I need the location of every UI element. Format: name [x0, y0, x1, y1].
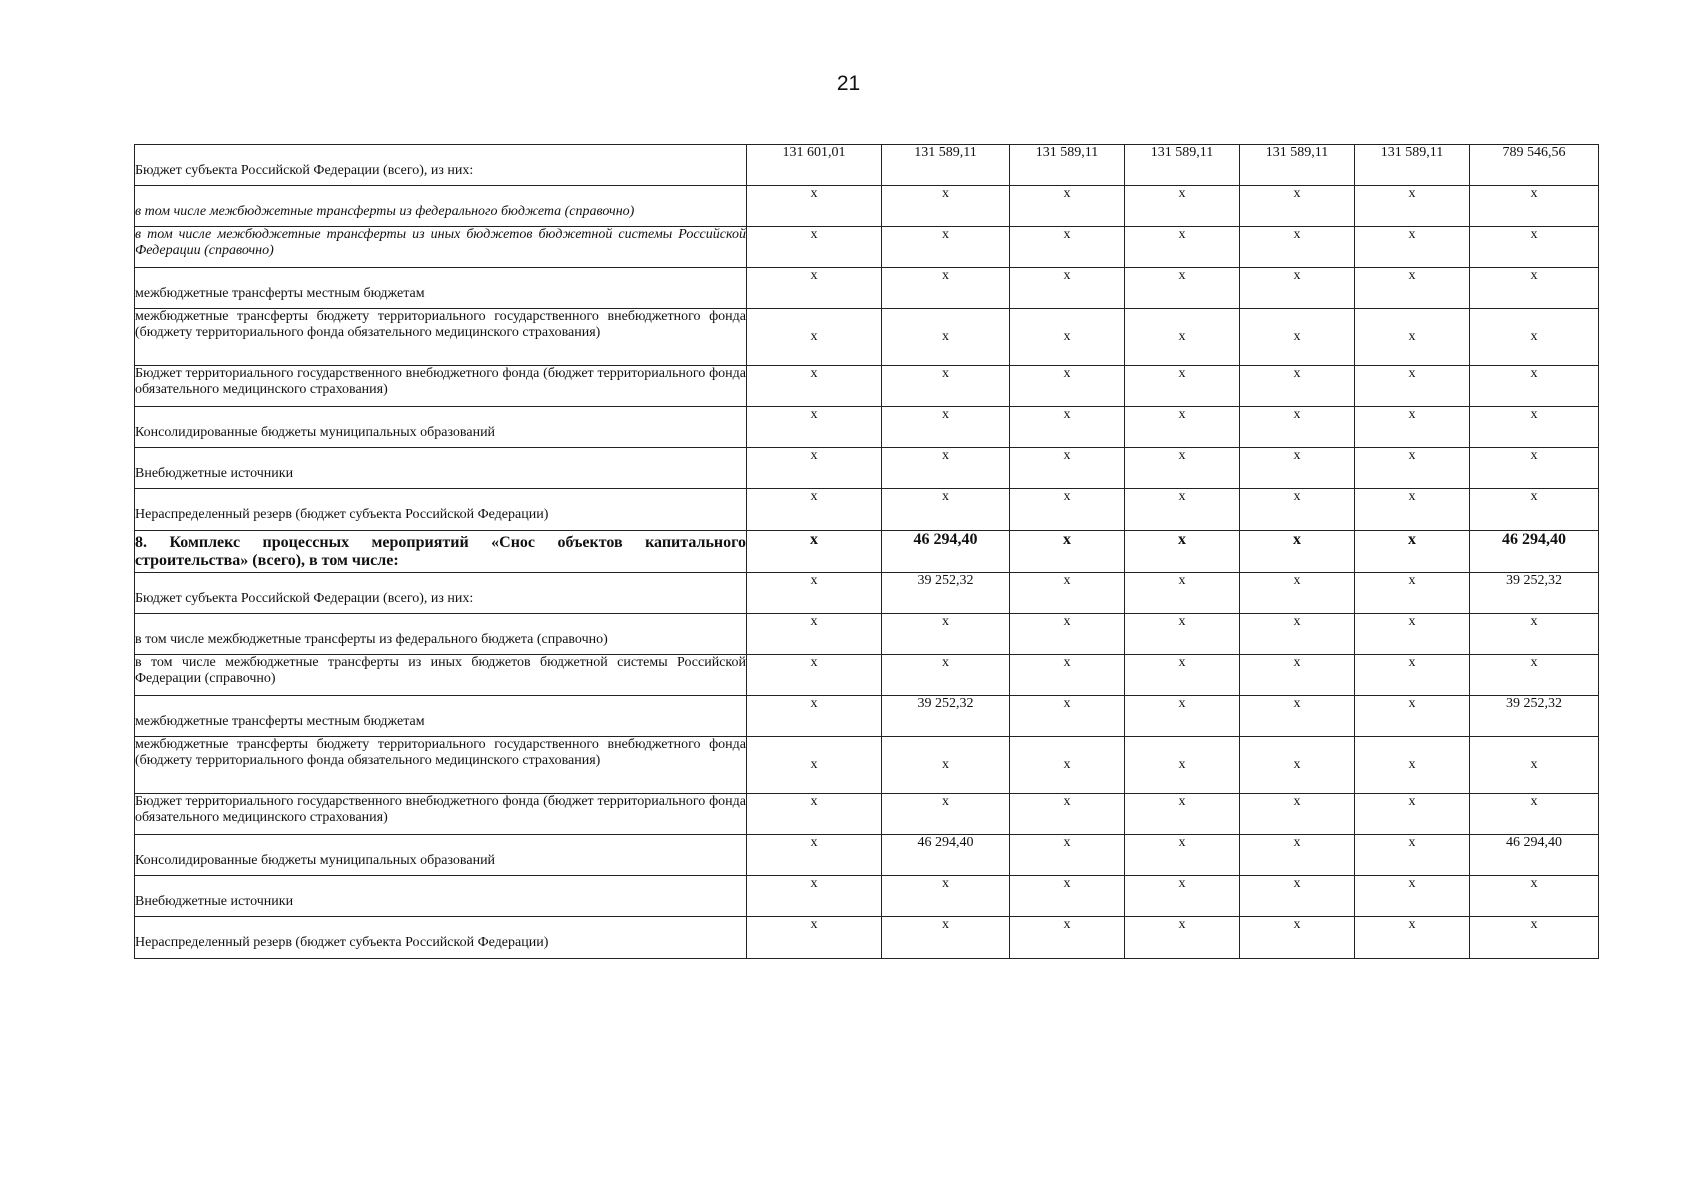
value-cell: 131 601,01	[747, 145, 882, 186]
value-cell: x	[1240, 655, 1355, 696]
row-label: межбюджетные трансферты бюджету территориального государственного внебюджетного фонда (бюджету территориального фонда обязательного медицинского страхования)	[135, 309, 747, 366]
row-label: Бюджет субъекта Российской Федерации (всего), из них:	[135, 145, 747, 186]
value-cell: x	[1240, 876, 1355, 917]
table-row	[135, 309, 1599, 366]
value-cell: x	[1125, 696, 1240, 737]
row-label: в том числе межбюджетные трансферты из федерального бюджета (справочно)	[135, 186, 747, 227]
value-cell: x	[1010, 696, 1125, 737]
value-cell: x	[1125, 835, 1240, 876]
value-cell: x	[1125, 448, 1240, 489]
value-cell: x	[1355, 407, 1470, 448]
table-row	[135, 489, 1599, 531]
value-cell: x	[1355, 268, 1470, 309]
value-cell: x	[1355, 186, 1470, 227]
value-cell: x	[1240, 917, 1355, 959]
value-cell: 131 589,11	[1240, 145, 1355, 186]
value-cell: x	[1010, 917, 1125, 959]
value-cell: x	[747, 876, 882, 917]
page-number: 21	[836, 72, 861, 95]
value-cell: x	[882, 268, 1010, 309]
section-header-row	[135, 531, 1599, 573]
value-cell: x	[747, 917, 882, 959]
value-cell: x	[1240, 794, 1355, 835]
value-cell: x	[1355, 917, 1470, 959]
value-cell: x	[1125, 794, 1240, 835]
table-row	[135, 268, 1599, 309]
value-cell: x	[1470, 227, 1599, 268]
value-cell: 46 294,40	[1470, 531, 1599, 573]
value-cell: x	[1355, 573, 1470, 614]
table-row	[135, 448, 1599, 489]
value-cell: x	[1240, 489, 1355, 531]
value-cell: x	[1125, 227, 1240, 268]
value-cell: 131 589,11	[1010, 145, 1125, 186]
value-cell: x	[747, 614, 882, 655]
value-cell: 39 252,32	[882, 696, 1010, 737]
value-cell: x	[882, 186, 1010, 227]
value-cell: x	[1355, 794, 1470, 835]
value-cell: x	[747, 268, 882, 309]
value-cell: x	[1240, 186, 1355, 227]
value-cell: x	[1010, 366, 1125, 407]
row-label: 8. Комплекс процессных мероприятий «Снос объектов капитального строительства» (всего), в том числе:	[135, 531, 747, 573]
value-cell: x	[747, 737, 882, 794]
value-cell: 46 294,40	[1470, 835, 1599, 876]
value-cell: 131 589,11	[1125, 145, 1240, 186]
value-cell: x	[1355, 309, 1470, 366]
value-cell: x	[1010, 448, 1125, 489]
row-label: Внебюджетные источники	[135, 876, 747, 917]
value-cell: x	[1240, 737, 1355, 794]
value-cell: x	[882, 309, 1010, 366]
value-cell: x	[1010, 268, 1125, 309]
value-cell: x	[1470, 407, 1599, 448]
value-cell: x	[882, 876, 1010, 917]
value-cell: x	[1470, 186, 1599, 227]
value-cell: 46 294,40	[882, 835, 1010, 876]
value-cell: x	[1125, 876, 1240, 917]
value-cell: x	[882, 448, 1010, 489]
value-cell: x	[1470, 655, 1599, 696]
value-cell: x	[1240, 531, 1355, 573]
value-cell: 131 589,11	[882, 145, 1010, 186]
table-row	[135, 655, 1599, 696]
value-cell: x	[1240, 268, 1355, 309]
value-cell: x	[747, 309, 882, 366]
value-cell: x	[1470, 917, 1599, 959]
value-cell: x	[882, 917, 1010, 959]
value-cell: x	[1355, 531, 1470, 573]
value-cell: x	[1470, 737, 1599, 794]
row-label: межбюджетные трансферты местным бюджетам	[135, 268, 747, 309]
value-cell: x	[1010, 227, 1125, 268]
value-cell: 39 252,32	[882, 573, 1010, 614]
table-row	[135, 917, 1599, 959]
value-cell: x	[1355, 737, 1470, 794]
value-cell: x	[882, 366, 1010, 407]
value-cell: x	[1355, 448, 1470, 489]
table-row	[135, 614, 1599, 655]
row-label: в том числе межбюджетные трансферты из федерального бюджета (справочно)	[135, 614, 747, 655]
row-label: Бюджет территориального государственного внебюджетного фонда (бюджет территориального фонда обязательного медицинского страхования)	[135, 366, 747, 407]
value-cell: x	[1125, 489, 1240, 531]
value-cell: x	[1355, 614, 1470, 655]
value-cell: x	[747, 407, 882, 448]
value-cell: x	[882, 407, 1010, 448]
value-cell: x	[1010, 309, 1125, 366]
row-label: в том числе межбюджетные трансферты из иных бюджетов бюджетной системы Российской Федерации (справочно)	[135, 655, 747, 696]
row-label: межбюджетные трансферты бюджету территориального государственного внебюджетного фонда (бюджету территориального фонда обязательного медицинского страхования)	[135, 737, 747, 794]
value-cell: x	[1470, 268, 1599, 309]
value-cell: 46 294,40	[882, 531, 1010, 573]
value-cell: x	[747, 489, 882, 531]
value-cell: x	[1470, 794, 1599, 835]
table-row	[135, 794, 1599, 835]
value-cell: x	[1470, 309, 1599, 366]
row-label: в том числе межбюджетные трансферты из иных бюджетов бюджетной системы Российской Федерации (справочно)	[135, 227, 747, 268]
row-label: Нераспределенный резерв (бюджет субъекта Российской Федерации)	[135, 917, 747, 959]
value-cell: x	[1010, 876, 1125, 917]
value-cell: x	[1470, 448, 1599, 489]
value-cell: x	[1010, 737, 1125, 794]
value-cell: x	[747, 835, 882, 876]
value-cell: x	[1355, 655, 1470, 696]
value-cell: x	[1125, 737, 1240, 794]
value-cell: x	[1125, 366, 1240, 407]
value-cell: x	[1355, 876, 1470, 917]
value-cell: x	[1010, 835, 1125, 876]
value-cell: x	[1125, 917, 1240, 959]
value-cell: x	[1240, 407, 1355, 448]
value-cell: x	[1355, 489, 1470, 531]
value-cell: x	[1010, 186, 1125, 227]
row-label: Консолидированные бюджеты муниципальных образований	[135, 835, 747, 876]
value-cell: x	[747, 366, 882, 407]
value-cell: x	[1470, 489, 1599, 531]
table-row	[135, 876, 1599, 917]
value-cell: x	[1240, 227, 1355, 268]
value-cell: x	[1125, 531, 1240, 573]
value-cell: x	[1010, 531, 1125, 573]
row-label: Бюджет субъекта Российской Федерации (всего), из них:	[135, 573, 747, 614]
value-cell: x	[882, 794, 1010, 835]
value-cell: x	[1470, 614, 1599, 655]
value-cell: x	[1010, 614, 1125, 655]
value-cell: x	[1010, 794, 1125, 835]
value-cell: x	[1240, 614, 1355, 655]
value-cell: x	[1470, 876, 1599, 917]
table-row	[135, 737, 1599, 794]
value-cell: x	[1355, 835, 1470, 876]
value-cell: x	[747, 448, 882, 489]
value-cell: x	[747, 186, 882, 227]
table-row	[135, 145, 1599, 186]
row-label: Бюджет территориального государственного внебюджетного фонда (бюджет территориального фонда обязательного медицинского страхования)	[135, 794, 747, 835]
value-cell: x	[1125, 573, 1240, 614]
row-label: Нераспределенный резерв (бюджет субъекта Российской Федерации)	[135, 489, 747, 531]
table-row	[135, 835, 1599, 876]
value-cell: x	[882, 489, 1010, 531]
table-row	[135, 366, 1599, 407]
value-cell: x	[1355, 366, 1470, 407]
value-cell: x	[1240, 573, 1355, 614]
value-cell: x	[1125, 309, 1240, 366]
value-cell: x	[747, 655, 882, 696]
table-row	[135, 186, 1599, 227]
value-cell: x	[882, 737, 1010, 794]
value-cell: x	[747, 531, 882, 573]
value-cell: x	[882, 614, 1010, 655]
value-cell: x	[1010, 489, 1125, 531]
value-cell: x	[1240, 835, 1355, 876]
value-cell: x	[1010, 573, 1125, 614]
table-row	[135, 227, 1599, 268]
value-cell: x	[1355, 696, 1470, 737]
value-cell: x	[1470, 366, 1599, 407]
row-label: межбюджетные трансферты местным бюджетам	[135, 696, 747, 737]
value-cell: x	[1240, 448, 1355, 489]
value-cell: 789 546,56	[1470, 145, 1599, 186]
value-cell: x	[1355, 227, 1470, 268]
value-cell: x	[1125, 407, 1240, 448]
value-cell: x	[882, 227, 1010, 268]
value-cell: x	[1010, 407, 1125, 448]
value-cell: 39 252,32	[1470, 696, 1599, 737]
value-cell: x	[747, 573, 882, 614]
value-cell: x	[1125, 655, 1240, 696]
value-cell: x	[1240, 309, 1355, 366]
value-cell: x	[1240, 366, 1355, 407]
value-cell: x	[747, 794, 882, 835]
value-cell: x	[1010, 655, 1125, 696]
budget-table-body	[135, 145, 1599, 959]
value-cell: x	[1240, 696, 1355, 737]
value-cell: x	[747, 696, 882, 737]
row-label: Внебюджетные источники	[135, 448, 747, 489]
value-cell: x	[1125, 268, 1240, 309]
value-cell: x	[747, 227, 882, 268]
value-cell: x	[1125, 614, 1240, 655]
value-cell: 39 252,32	[1470, 573, 1599, 614]
value-cell: x	[1125, 186, 1240, 227]
budget-table	[134, 144, 1599, 959]
value-cell: 131 589,11	[1355, 145, 1470, 186]
value-cell: x	[882, 655, 1010, 696]
table-row	[135, 573, 1599, 614]
table-row	[135, 696, 1599, 737]
row-label: Консолидированные бюджеты муниципальных образований	[135, 407, 747, 448]
table-row	[135, 407, 1599, 448]
